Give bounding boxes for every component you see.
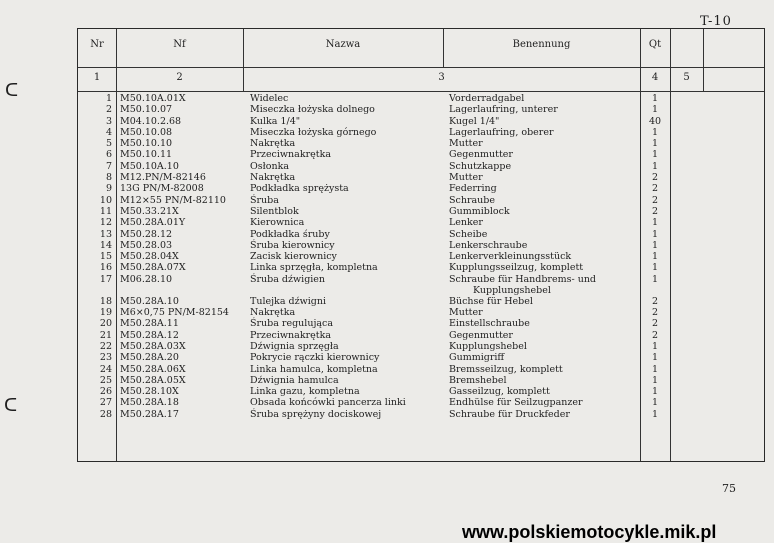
table-row: [78, 318, 764, 329]
table-header: [78, 29, 764, 68]
part-number-cell: 10: [99, 194, 112, 206]
german-name-cell: Mutter: [449, 172, 483, 184]
margin-mark: ᑕ: [4, 395, 18, 416]
german-name-cell: Lagerlaufring, unterer: [449, 104, 558, 116]
part-number-cell: 13: [99, 228, 112, 240]
header-nr: Nr: [90, 39, 104, 50]
part-code-cell: 13G PN/M-82008: [120, 183, 204, 195]
part-number-cell: 19: [99, 307, 112, 319]
german-name-cell: Gegenmutter: [449, 329, 513, 341]
quantity-cell: 1: [651, 352, 659, 364]
part-number-cell: 24: [99, 363, 112, 375]
german-name-cell: Vorderradgabel: [449, 93, 525, 104]
quantity-cell: 1: [651, 386, 659, 398]
quantity-cell: 1: [651, 340, 659, 352]
polish-name-cell: Nakrętka: [250, 172, 296, 184]
margin-mark: ᑕ: [5, 80, 19, 101]
polish-name-cell: Dźwignia hamulca: [250, 374, 339, 386]
table-row: [78, 161, 764, 172]
quantity-cell: 1: [651, 93, 659, 104]
table-row: [78, 104, 764, 115]
quantity-cell: 1: [651, 104, 659, 116]
german-name-cell: Endhülse für Seilzugpanzer: [449, 397, 583, 409]
polish-name-cell: Śruba dźwigien: [250, 273, 326, 285]
part-code-cell: M50.10.11: [120, 149, 173, 161]
german-name-cell: Bremsseilzug, komplett: [449, 363, 563, 375]
part-code-cell: M12.PN/M-82146: [120, 172, 206, 184]
part-number-cell: 22: [99, 340, 112, 352]
german-name-cell: Scheibe: [449, 228, 488, 240]
polish-name-cell: Linka gazu, kompletna: [250, 386, 360, 398]
part-number-cell: 27: [99, 397, 112, 409]
quantity-cell: 1: [651, 408, 659, 420]
part-code-cell: M50.28A.20: [120, 352, 179, 364]
quantity-cell: 1: [651, 228, 659, 240]
part-number-cell: 5: [105, 138, 112, 150]
quantity-cell: 1: [651, 160, 659, 172]
table-row: [78, 93, 764, 104]
german-name-cell: Gasseilzug, komplett: [449, 386, 550, 398]
part-code-cell: M50.10A.10: [120, 160, 179, 172]
german-name-line: Kupplungshebel: [473, 284, 551, 296]
table-row: [78, 217, 764, 228]
part-number-cell: 28: [99, 408, 112, 420]
table-row: [78, 409, 764, 420]
part-number-cell: 9: [105, 183, 112, 195]
table-row: [78, 138, 764, 149]
quantity-cell: 2: [651, 183, 659, 195]
quantity-cell: 1: [651, 374, 659, 386]
part-code-cell: M50.28A.05X: [120, 374, 186, 386]
part-code-cell: M50.28A.07X: [120, 262, 186, 274]
table-row: [78, 397, 764, 408]
table-row: [78, 375, 764, 386]
polish-name-cell: Osłonka: [250, 160, 290, 172]
german-name-line: Schraube für Handbrems- und: [449, 273, 597, 285]
table-row: [78, 149, 764, 160]
polish-name-cell: Linka hamulca, kompletna: [250, 363, 378, 375]
quantity-cell: 2: [651, 318, 659, 330]
column-number: 2: [176, 72, 183, 83]
part-code-cell: M50.28A.17: [120, 408, 179, 420]
quantity-cell: 40: [648, 115, 662, 127]
part-number-cell: 25: [99, 374, 112, 386]
german-name-cell: Schutzkappe: [449, 160, 512, 172]
table-body: [78, 93, 764, 420]
quantity-cell: 1: [651, 239, 659, 251]
part-code-cell: M50.28A.10: [120, 295, 179, 307]
table-row: [78, 116, 764, 127]
column-number: 4: [651, 72, 659, 83]
part-code-cell: M50.28.10X: [120, 386, 179, 398]
part-number-cell: 1: [105, 93, 112, 104]
part-code-cell: M50.28A.12: [120, 329, 179, 341]
polish-name-cell: Dźwignia sprzęgła: [250, 340, 339, 352]
polish-name-cell: Śruba kierownicy: [250, 239, 335, 251]
polish-name-cell: Widelec: [250, 93, 289, 104]
german-name-cell: Lenkerschraube: [449, 239, 528, 251]
german-name-cell: Büchse für Hebel: [449, 295, 533, 307]
part-number-cell: 18: [99, 295, 112, 307]
table-row: [78, 183, 764, 194]
german-name-cell: Lagerlaufring, oberer: [449, 126, 554, 138]
table-row: [78, 307, 764, 318]
table-row: [78, 240, 764, 251]
german-name-cell: Gummiblock: [449, 205, 510, 217]
page-number: 75: [722, 482, 736, 495]
polish-name-cell: Podkładka sprężysta: [250, 183, 349, 195]
header-nazwa: Nazwa: [325, 39, 361, 50]
part-code-cell: M50.28.03: [120, 239, 173, 251]
table-row: [78, 296, 764, 307]
table-row: [78, 206, 764, 217]
polish-name-cell: Silentblok: [250, 205, 299, 217]
part-code-cell: M50.28A.01Y: [120, 217, 186, 229]
quantity-cell: 2: [651, 205, 659, 217]
footer-url[interactable]: www.polskiemotocykle.mik.pl: [462, 522, 717, 542]
table-row: [78, 251, 764, 262]
german-name-cell: Kugel 1/4": [449, 115, 500, 127]
part-code-cell: M50.10A.01X: [120, 93, 186, 104]
table-row: [78, 341, 764, 352]
part-code-cell: M50.10.08: [120, 126, 173, 138]
part-code-cell: M06.28.10: [120, 273, 173, 285]
part-code-cell: M04.10.2.68: [120, 115, 182, 127]
german-name-cell: Schraube: [449, 194, 495, 206]
quantity-cell: 2: [651, 329, 659, 341]
quantity-cell: 2: [651, 194, 659, 206]
part-code-cell: M50.10.10: [120, 138, 173, 150]
column-number: 1: [93, 72, 101, 83]
header-nf: Nf: [173, 39, 186, 50]
header-qt: Qt: [648, 39, 662, 50]
table-row: [78, 274, 764, 296]
polish-name-cell: Nakrętka: [250, 138, 296, 150]
german-name-cell: Schraube für Druckfeder: [449, 408, 570, 420]
part-code-cell: M50.28.12: [120, 228, 173, 240]
quantity-cell: 1: [651, 217, 659, 229]
quantity-cell: 1: [651, 397, 659, 409]
part-code-cell: M50.10.07: [120, 104, 173, 116]
part-code-cell: M50.28A.03X: [120, 340, 186, 352]
part-number-cell: 2: [105, 104, 112, 116]
german-name-cell: Gummigriff: [449, 352, 505, 364]
quantity-cell: 2: [651, 307, 659, 319]
part-number-cell: 7: [105, 160, 112, 172]
part-code-cell: M50.28A.18: [120, 397, 179, 409]
polish-name-cell: Przeciwnakrętka: [250, 149, 331, 161]
polish-name-cell: Obsada końcówki pancerza linki: [250, 397, 406, 409]
german-name-cell: Kupplungsseilzug, komplett: [449, 262, 584, 274]
polish-name-cell: Pokrycie rączki kierownicy: [250, 352, 380, 364]
column-number: 5: [683, 72, 690, 83]
polish-name-cell: Tulejka dźwigni: [250, 295, 326, 307]
german-name-cell: Mutter: [449, 307, 483, 319]
part-number-cell: 12: [99, 217, 112, 229]
page-code: T-10: [700, 14, 732, 29]
column-number: 3: [438, 72, 445, 83]
german-name-cell: Federring: [449, 183, 497, 195]
quantity-cell: 2: [651, 172, 659, 184]
part-code-cell: M12×55 PN/M-82110: [120, 194, 226, 206]
german-name-cell: Mutter: [449, 138, 483, 150]
part-number-cell: 20: [99, 318, 112, 330]
table-row: [78, 386, 764, 397]
polish-name-cell: Podkładka śruby: [250, 228, 330, 240]
polish-name-cell: Śruba: [250, 194, 279, 206]
polish-name-cell: Nakrętka: [250, 307, 296, 319]
quantity-cell: 1: [651, 149, 659, 161]
table-row: [78, 352, 764, 363]
part-number-cell: 17: [99, 273, 112, 285]
polish-name-cell: Kierownica: [250, 217, 305, 229]
polish-name-cell: Śruba sprężyny dociskowej: [250, 408, 382, 420]
table-row: [78, 229, 764, 240]
table-row: [78, 127, 764, 138]
german-name-cell: Gegenmutter: [449, 149, 513, 161]
polish-name-cell: Przeciwnakrętka: [250, 329, 331, 341]
german-name-cell: [449, 274, 639, 296]
quantity-cell: 1: [651, 126, 659, 138]
german-name-cell: Lenker: [449, 217, 483, 229]
part-number-cell: 16: [99, 262, 112, 274]
part-number-cell: 6: [105, 149, 112, 161]
polish-name-cell: Linka sprzęgła, kompletna: [250, 262, 378, 274]
polish-name-cell: Kulka 1/4": [250, 115, 301, 127]
table-row: [78, 172, 764, 183]
german-name-cell: Kupplungshebel: [449, 340, 527, 352]
table-row: [78, 364, 764, 375]
part-number-cell: 21: [99, 329, 112, 341]
polish-name-cell: Śruba regulująca: [250, 318, 334, 330]
polish-name-cell: Miseczka łożyska górnego: [250, 126, 377, 138]
part-number-cell: 14: [99, 239, 112, 251]
quantity-cell: 1: [651, 251, 659, 263]
part-number-cell: 8: [105, 172, 112, 184]
quantity-cell: 2: [651, 295, 659, 307]
part-code-cell: M6×0,75 PN/M-82154: [120, 307, 229, 319]
german-name-cell: Lenkerverkleinungsstück: [449, 251, 572, 263]
table-row: [78, 262, 764, 273]
header-benennung: Benennung: [512, 39, 571, 50]
part-number-cell: 4: [105, 126, 112, 138]
part-number-cell: 23: [99, 352, 112, 364]
polish-name-cell: Miseczka łożyska dolnego: [250, 104, 375, 116]
quantity-cell: 1: [651, 138, 659, 150]
german-name-cell: Einstellschraube: [449, 318, 530, 330]
quantity-cell: 1: [651, 262, 659, 274]
table-row: [78, 330, 764, 341]
table-row: [78, 195, 764, 206]
part-number-cell: 11: [99, 205, 112, 217]
part-code-cell: M50.28A.06X: [120, 363, 186, 375]
column-number-row: [78, 67, 764, 92]
part-code-cell: M50.33.21X: [120, 205, 179, 217]
quantity-cell: 1: [651, 273, 659, 285]
parts-table: [77, 28, 765, 462]
german-name-cell: Bremshebel: [449, 374, 507, 386]
part-code-cell: M50.28A.11: [120, 318, 179, 330]
polish-name-cell: Zacisk kierownicy: [250, 251, 337, 263]
part-number-cell: 15: [99, 251, 112, 263]
part-code-cell: M50.28.04X: [120, 251, 179, 263]
quantity-cell: 1: [651, 363, 659, 375]
part-number-cell: 3: [105, 115, 112, 127]
part-number-cell: 26: [99, 386, 112, 398]
